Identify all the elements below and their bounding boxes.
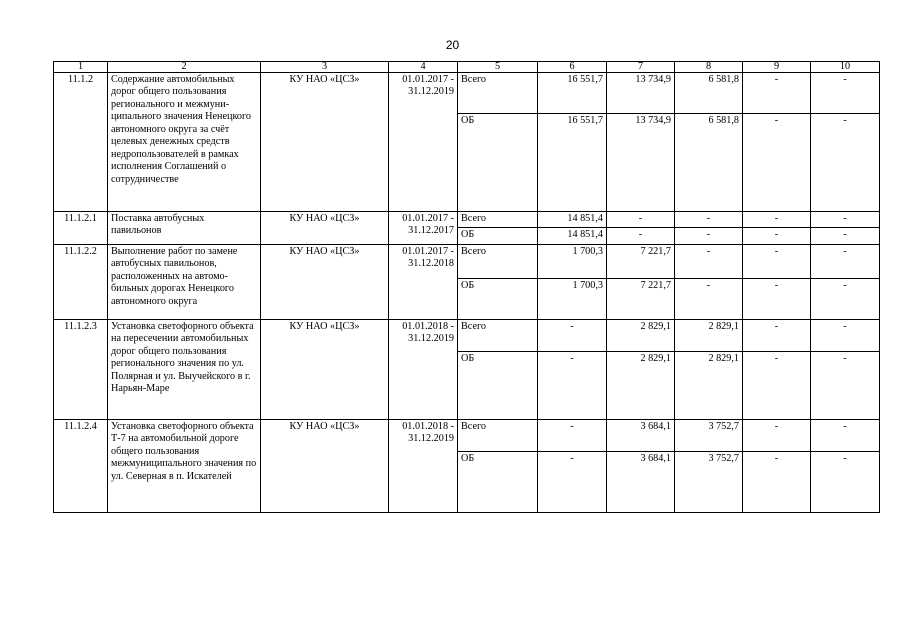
row-name: Содержание автомобильных дорог общего пользования регионального и межмуни-ципального значения Ненецкого автономного округа за счёт целевых денежных средств недропользователей в рамках исполнения Соглашений о сотрудничестве: [108, 73, 261, 212]
column-number: 8: [675, 62, 743, 73]
column-number: 10: [811, 62, 880, 73]
budget-table: [53, 61, 880, 513]
value-cell: 7 221,7: [607, 245, 675, 279]
row-code: 11.1.2.2: [54, 245, 108, 320]
funding-source: Всего: [458, 420, 538, 452]
value-cell: -: [607, 228, 675, 245]
row-executor: КУ НАО «ЦСЗ»: [261, 420, 389, 513]
row-executor: КУ НАО «ЦСЗ»: [261, 320, 389, 420]
row-name: Установка светофорного объекта Т-7 на автомобильной дороге общего пользования межмуниципального значения по ул. Северная в п. Искателей: [108, 420, 261, 513]
value-cell: -: [538, 420, 607, 452]
column-number: 5: [458, 62, 538, 73]
value-cell: 1 700,3: [538, 245, 607, 279]
value-cell: 2 829,1: [607, 352, 675, 420]
value-cell: -: [811, 212, 880, 228]
row-period: 01.01.2017 - 31.12.2017: [389, 212, 458, 245]
value-cell: -: [811, 452, 880, 513]
row-executor: КУ НАО «ЦСЗ»: [261, 73, 389, 212]
column-number: 2: [108, 62, 261, 73]
row-period: 01.01.2017 - 31.12.2018: [389, 245, 458, 320]
table-row: [54, 212, 880, 228]
value-cell: 1 700,3: [538, 279, 607, 320]
value-cell: -: [743, 73, 811, 114]
value-cell: -: [811, 279, 880, 320]
value-cell: 13 734,9: [607, 114, 675, 212]
value-cell: -: [743, 279, 811, 320]
funding-source: Всего: [458, 245, 538, 279]
value-cell: 2 829,1: [607, 320, 675, 352]
value-cell: 14 851,4: [538, 228, 607, 245]
funding-source: ОБ: [458, 452, 538, 513]
value-cell: -: [538, 320, 607, 352]
value-cell: 3 752,7: [675, 420, 743, 452]
row-code: 11.1.2.3: [54, 320, 108, 420]
value-cell: 3 752,7: [675, 452, 743, 513]
value-cell: -: [743, 352, 811, 420]
value-cell: -: [675, 245, 743, 279]
column-number: 6: [538, 62, 607, 73]
row-period: 01.01.2017 - 31.12.2019: [389, 73, 458, 212]
value-cell: -: [811, 73, 880, 114]
value-cell: 3 684,1: [607, 452, 675, 513]
row-code: 11.1.2.1: [54, 212, 108, 245]
table-row: [54, 420, 880, 452]
value-cell: 13 734,9: [607, 73, 675, 114]
funding-source: ОБ: [458, 114, 538, 212]
column-number: 4: [389, 62, 458, 73]
row-name: Выполнение работ по замене автобусных павильонов, расположенных на автомо-бильных дорогах Ненецкого автономного округа: [108, 245, 261, 320]
table-row: [54, 245, 880, 279]
value-cell: -: [675, 212, 743, 228]
value-cell: -: [811, 420, 880, 452]
value-cell: -: [538, 352, 607, 420]
column-number: 1: [54, 62, 108, 73]
value-cell: -: [743, 114, 811, 212]
value-cell: -: [538, 452, 607, 513]
value-cell: -: [743, 245, 811, 279]
value-cell: -: [743, 420, 811, 452]
column-number: 9: [743, 62, 811, 73]
column-number: 7: [607, 62, 675, 73]
row-code: 11.1.2.4: [54, 420, 108, 513]
row-name: Установка светофорного объекта на пересечении автомобильных дорог общего пользования регионального значения по ул. Полярная и ул. Выучейского в г. Нарьян-Маре: [108, 320, 261, 420]
value-cell: -: [675, 279, 743, 320]
value-cell: -: [675, 228, 743, 245]
value-cell: -: [811, 245, 880, 279]
page-number: 20: [445, 38, 460, 52]
row-period: 01.01.2018 - 31.12.2019: [389, 420, 458, 513]
row-code: 11.1.2: [54, 73, 108, 212]
funding-source: ОБ: [458, 352, 538, 420]
value-cell: 2 829,1: [675, 320, 743, 352]
table-row: [54, 73, 880, 114]
value-cell: 16 551,7: [538, 73, 607, 114]
value-cell: -: [743, 452, 811, 513]
funding-source: Всего: [458, 320, 538, 352]
table-row: [54, 320, 880, 352]
value-cell: 6 581,8: [675, 114, 743, 212]
column-number: 3: [261, 62, 389, 73]
value-cell: -: [811, 228, 880, 245]
value-cell: -: [743, 228, 811, 245]
value-cell: -: [607, 212, 675, 228]
funding-source: Всего: [458, 73, 538, 114]
value-cell: -: [811, 114, 880, 212]
row-name: Поставка автобусных павильонов: [108, 212, 261, 245]
value-cell: 3 684,1: [607, 420, 675, 452]
funding-source: ОБ: [458, 279, 538, 320]
value-cell: 6 581,8: [675, 73, 743, 114]
row-executor: КУ НАО «ЦСЗ»: [261, 212, 389, 245]
funding-source: ОБ: [458, 228, 538, 245]
column-number-row: [54, 62, 880, 73]
value-cell: -: [811, 352, 880, 420]
row-executor: КУ НАО «ЦСЗ»: [261, 245, 389, 320]
value-cell: -: [743, 212, 811, 228]
funding-source: Всего: [458, 212, 538, 228]
value-cell: 2 829,1: [675, 352, 743, 420]
value-cell: -: [811, 320, 880, 352]
value-cell: -: [743, 320, 811, 352]
row-period: 01.01.2018 - 31.12.2019: [389, 320, 458, 420]
value-cell: 14 851,4: [538, 212, 607, 228]
value-cell: 7 221,7: [607, 279, 675, 320]
value-cell: 16 551,7: [538, 114, 607, 212]
